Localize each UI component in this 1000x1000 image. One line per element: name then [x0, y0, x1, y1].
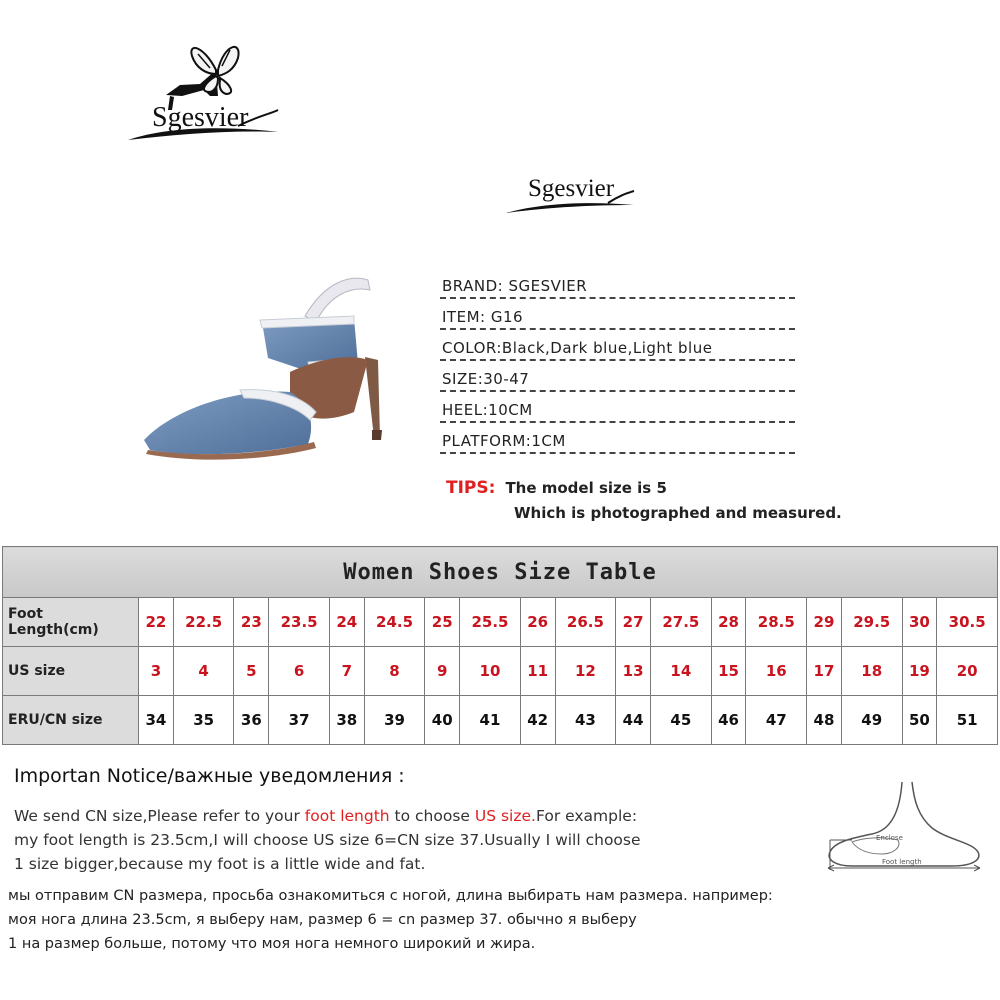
size-cell: 14: [651, 647, 712, 696]
size-cell: 29: [807, 598, 842, 647]
size-cell: 36: [234, 696, 269, 745]
tips-line-1: The model size is 5: [505, 479, 667, 497]
size-cell: 44: [616, 696, 651, 745]
size-cell: 38: [329, 696, 364, 745]
notice-title: Importan Notice/важные уведомления :: [14, 765, 405, 787]
notice-en-line-3: 1 size bigger,because my foot is a little wide and fat.: [14, 855, 426, 873]
size-cell: 19: [902, 647, 937, 696]
size-cell: 25: [425, 598, 460, 647]
size-cell: 24.5: [364, 598, 425, 647]
size-cell: 37: [269, 696, 330, 745]
size-cell: 42: [520, 696, 555, 745]
brand-logo-small: [500, 165, 640, 225]
size-cell: 35: [173, 696, 234, 745]
notice-ru-line-3: 1 на размер больше, потому что моя нога немного широкий и жира.: [8, 936, 536, 952]
tips-line-2: Which is photographed and measured.: [514, 504, 842, 522]
foot-measurement-diagram: [822, 780, 987, 880]
notice-english: [14, 804, 641, 876]
size-cell: 15: [711, 647, 746, 696]
size-cell: 20: [937, 647, 998, 696]
brand-logo: [118, 40, 288, 155]
size-cell: 4: [173, 647, 234, 696]
row-header: US size: [3, 647, 139, 696]
size-table-title: Women Shoes Size Table: [3, 547, 998, 598]
notice-en-line-2: my foot length is 23.5cm,I will choose US size 6=CN size 37.Usually I will choose: [14, 831, 641, 849]
size-cell: 16: [746, 647, 807, 696]
us-size-highlight: US size.: [474, 807, 536, 825]
tips: [446, 478, 842, 522]
size-cell: 28.5: [746, 598, 807, 647]
size-cell: 3: [139, 647, 174, 696]
size-cell: 12: [555, 647, 616, 696]
size-cell: 30: [902, 598, 937, 647]
size-cell: 28: [711, 598, 746, 647]
size-cell: 40: [425, 696, 460, 745]
size-cell: 5: [234, 647, 269, 696]
size-cell: 23: [234, 598, 269, 647]
size-cell: 13: [616, 647, 651, 696]
enclose-label: Enclose: [876, 834, 903, 842]
size-cell: 23.5: [269, 598, 330, 647]
butterfly-heel-icon: [118, 40, 288, 155]
spec-brand: BRAND: SGESVIER: [440, 268, 795, 299]
shoe-illustration: [140, 262, 410, 482]
notice-en-line-1: We send CN size,Please refer to your foot length to choose US size.For example:: [14, 807, 638, 825]
spec-platform: PLATFORM:1CM: [440, 423, 795, 454]
notice-russian: [8, 884, 773, 956]
product-specs: [440, 268, 795, 454]
notice-ru-line-1: мы отправим CN размера, просьба ознакомиться с ногой, длина выбирать нам размера. например:: [8, 888, 773, 904]
notice-ru-line-2: моя нога длина 23.5cm, я выберу нам, размер 6 = cn размер 37. обычно я выберу: [8, 912, 637, 928]
size-cell: 30.5: [937, 598, 998, 647]
size-cell: 47: [746, 696, 807, 745]
foot-icon: [822, 780, 987, 880]
product-image: [140, 262, 410, 482]
foot-length-label: Foot length: [882, 858, 922, 866]
size-cell: 27: [616, 598, 651, 647]
spec-color: COLOR:Black,Dark blue,Light blue: [440, 330, 795, 361]
table-row: [3, 598, 998, 647]
size-cell: 17: [807, 647, 842, 696]
size-cell: 8: [364, 647, 425, 696]
row-header: ERU/CN size: [3, 696, 139, 745]
size-cell: 43: [555, 696, 616, 745]
brand-name: Sgesvier: [152, 102, 249, 133]
size-cell: 9: [425, 647, 460, 696]
row-header: Foot Length(cm): [3, 598, 139, 647]
size-cell: 46: [711, 696, 746, 745]
size-cell: 26: [520, 598, 555, 647]
size-table: [2, 546, 998, 745]
spec-heel: HEEL:10CM: [440, 392, 795, 423]
size-cell: 48: [807, 696, 842, 745]
size-cell: 24: [329, 598, 364, 647]
brand-name-small: Sgesvier: [528, 175, 615, 202]
size-cell: 51: [937, 696, 998, 745]
table-row: [3, 696, 998, 745]
table-row: [3, 647, 998, 696]
size-cell: 49: [841, 696, 902, 745]
size-cell: 41: [460, 696, 521, 745]
size-cell: 22: [139, 598, 174, 647]
size-cell: 39: [364, 696, 425, 745]
tips-label: TIPS:: [446, 478, 496, 498]
foot-length-highlight: foot length: [304, 807, 390, 825]
size-cell: 22.5: [173, 598, 234, 647]
size-cell: 50: [902, 696, 937, 745]
size-cell: 29.5: [841, 598, 902, 647]
size-cell: 27.5: [651, 598, 712, 647]
spec-item: ITEM: G16: [440, 299, 795, 330]
size-cell: 45: [651, 696, 712, 745]
size-cell: 7: [329, 647, 364, 696]
size-cell: 25.5: [460, 598, 521, 647]
spec-size: SIZE:30-47: [440, 361, 795, 392]
size-cell: 10: [460, 647, 521, 696]
swoosh-icon: [500, 165, 640, 225]
size-cell: 34: [139, 696, 174, 745]
size-cell: 6: [269, 647, 330, 696]
size-cell: 26.5: [555, 598, 616, 647]
size-cell: 11: [520, 647, 555, 696]
size-cell: 18: [841, 647, 902, 696]
